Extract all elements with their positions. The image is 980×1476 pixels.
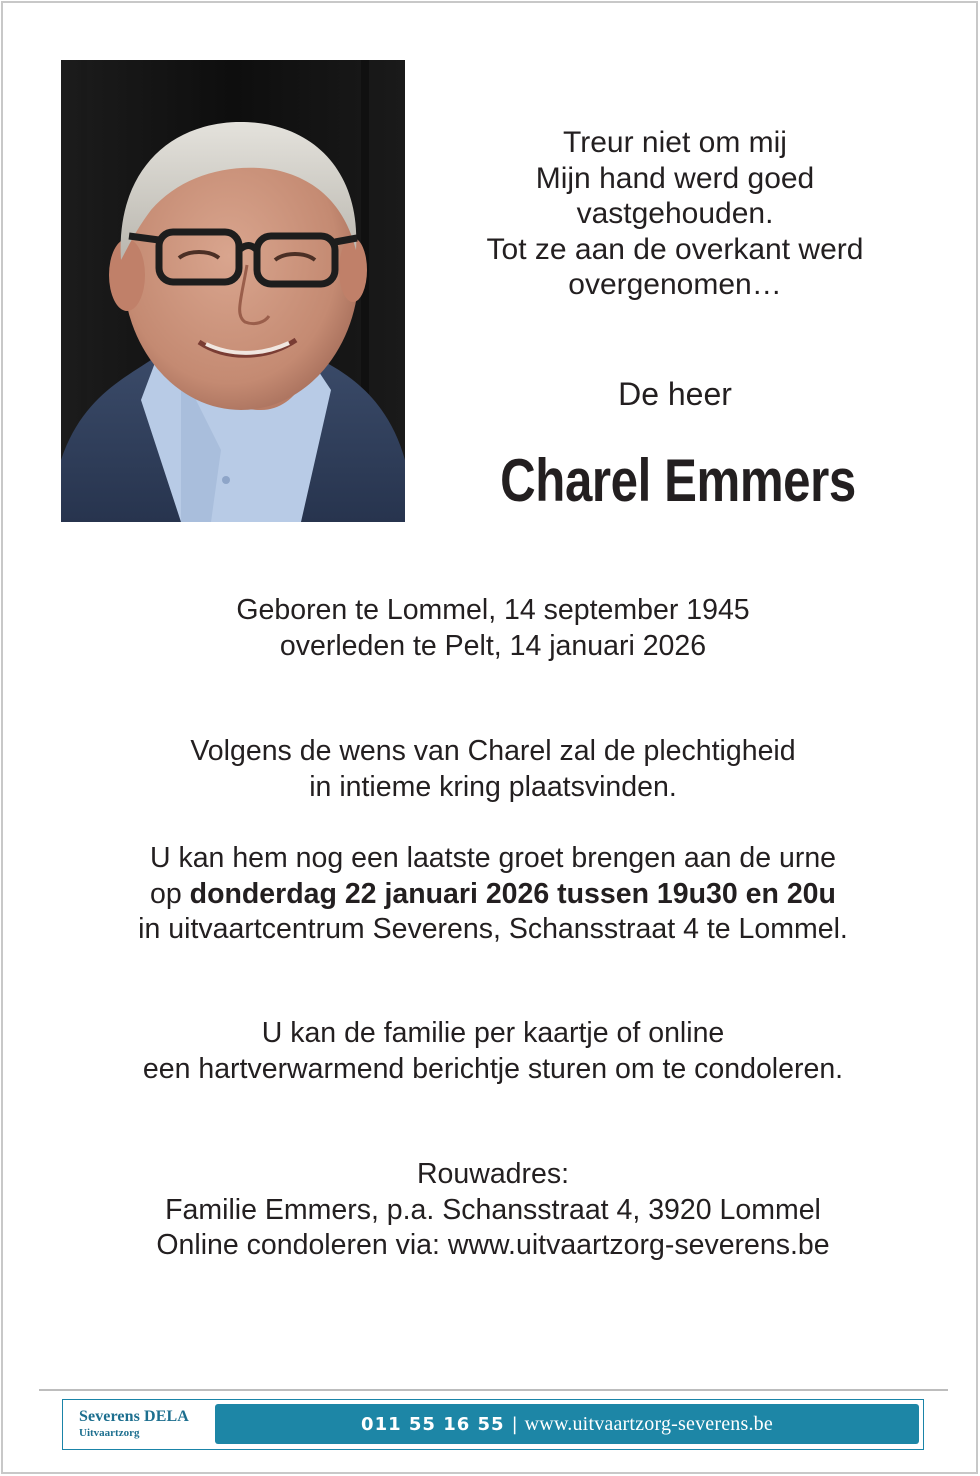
poem xyxy=(455,125,895,303)
contact-band xyxy=(215,1404,919,1444)
logo-main-text: Severens DELA xyxy=(79,1408,189,1425)
death-line: overleden te Pelt, 14 januari 2026 xyxy=(279,629,707,662)
poem-line: Tot ze aan de overkant werd xyxy=(486,232,864,266)
visit-datetime-line xyxy=(43,877,943,913)
visit-line: U kan hem nog een laatste groet brengen aan de urne xyxy=(149,842,837,874)
website-link[interactable]: www.uitvaartzorg-severens.be xyxy=(524,1412,773,1435)
funeral-home-footer xyxy=(62,1399,924,1450)
condolence-line: een hartverwarmend berichtje sturen om te condoleren. xyxy=(142,1052,844,1085)
online-condolence-line: Online condoleren via: www.uitvaartzorg-severens.be xyxy=(156,1229,830,1261)
condolence-info xyxy=(43,1016,943,1087)
logo-sub-text: Uitvaartzorg xyxy=(79,1427,140,1439)
honorific: De heer xyxy=(618,376,732,412)
poem-line: overgenomen… xyxy=(568,268,782,301)
poem-line: Treur niet om mij xyxy=(563,126,787,159)
ceremony-wish xyxy=(43,734,943,805)
portrait-photo xyxy=(61,60,405,522)
wish-line: Volgens de wens van Charel zal de plechtigheid xyxy=(190,735,796,767)
life-dates xyxy=(43,593,943,664)
deceased-name: Charel Emmers xyxy=(500,447,856,514)
poem-line: Mijn hand werd goed xyxy=(535,161,815,195)
condolence-line: U kan de familie per kaartje of online xyxy=(261,1017,725,1049)
wish-line: in intieme kring plaatsvinden. xyxy=(309,770,677,803)
phone-number[interactable]: 011 55 16 55 xyxy=(361,1413,505,1435)
footer-divider xyxy=(39,1389,948,1391)
poem-line: vastgehouden. xyxy=(576,197,774,230)
visit-location: in uitvaartcentrum Severens, Schansstraat 4 te Lommel. xyxy=(138,913,848,945)
visit-datetime: donderdag 22 januari 2026 tussen 19u30 en 20u xyxy=(189,877,836,910)
birth-line: Geboren te Lommel, 14 september 1945 xyxy=(236,594,750,626)
address-line: Familie Emmers, p.a. Schansstraat 4, 3920 Lommel xyxy=(165,1193,821,1226)
visit-prefix: op xyxy=(150,877,190,910)
address-heading: Rouwadres: xyxy=(416,1158,570,1190)
contact-separator: | xyxy=(511,1413,518,1435)
funeral-notice-card xyxy=(1,1,978,1474)
visit-info xyxy=(43,841,943,948)
mourning-address xyxy=(43,1157,943,1264)
portrait-illustration xyxy=(61,60,405,522)
funeral-home-logo xyxy=(79,1408,219,1440)
